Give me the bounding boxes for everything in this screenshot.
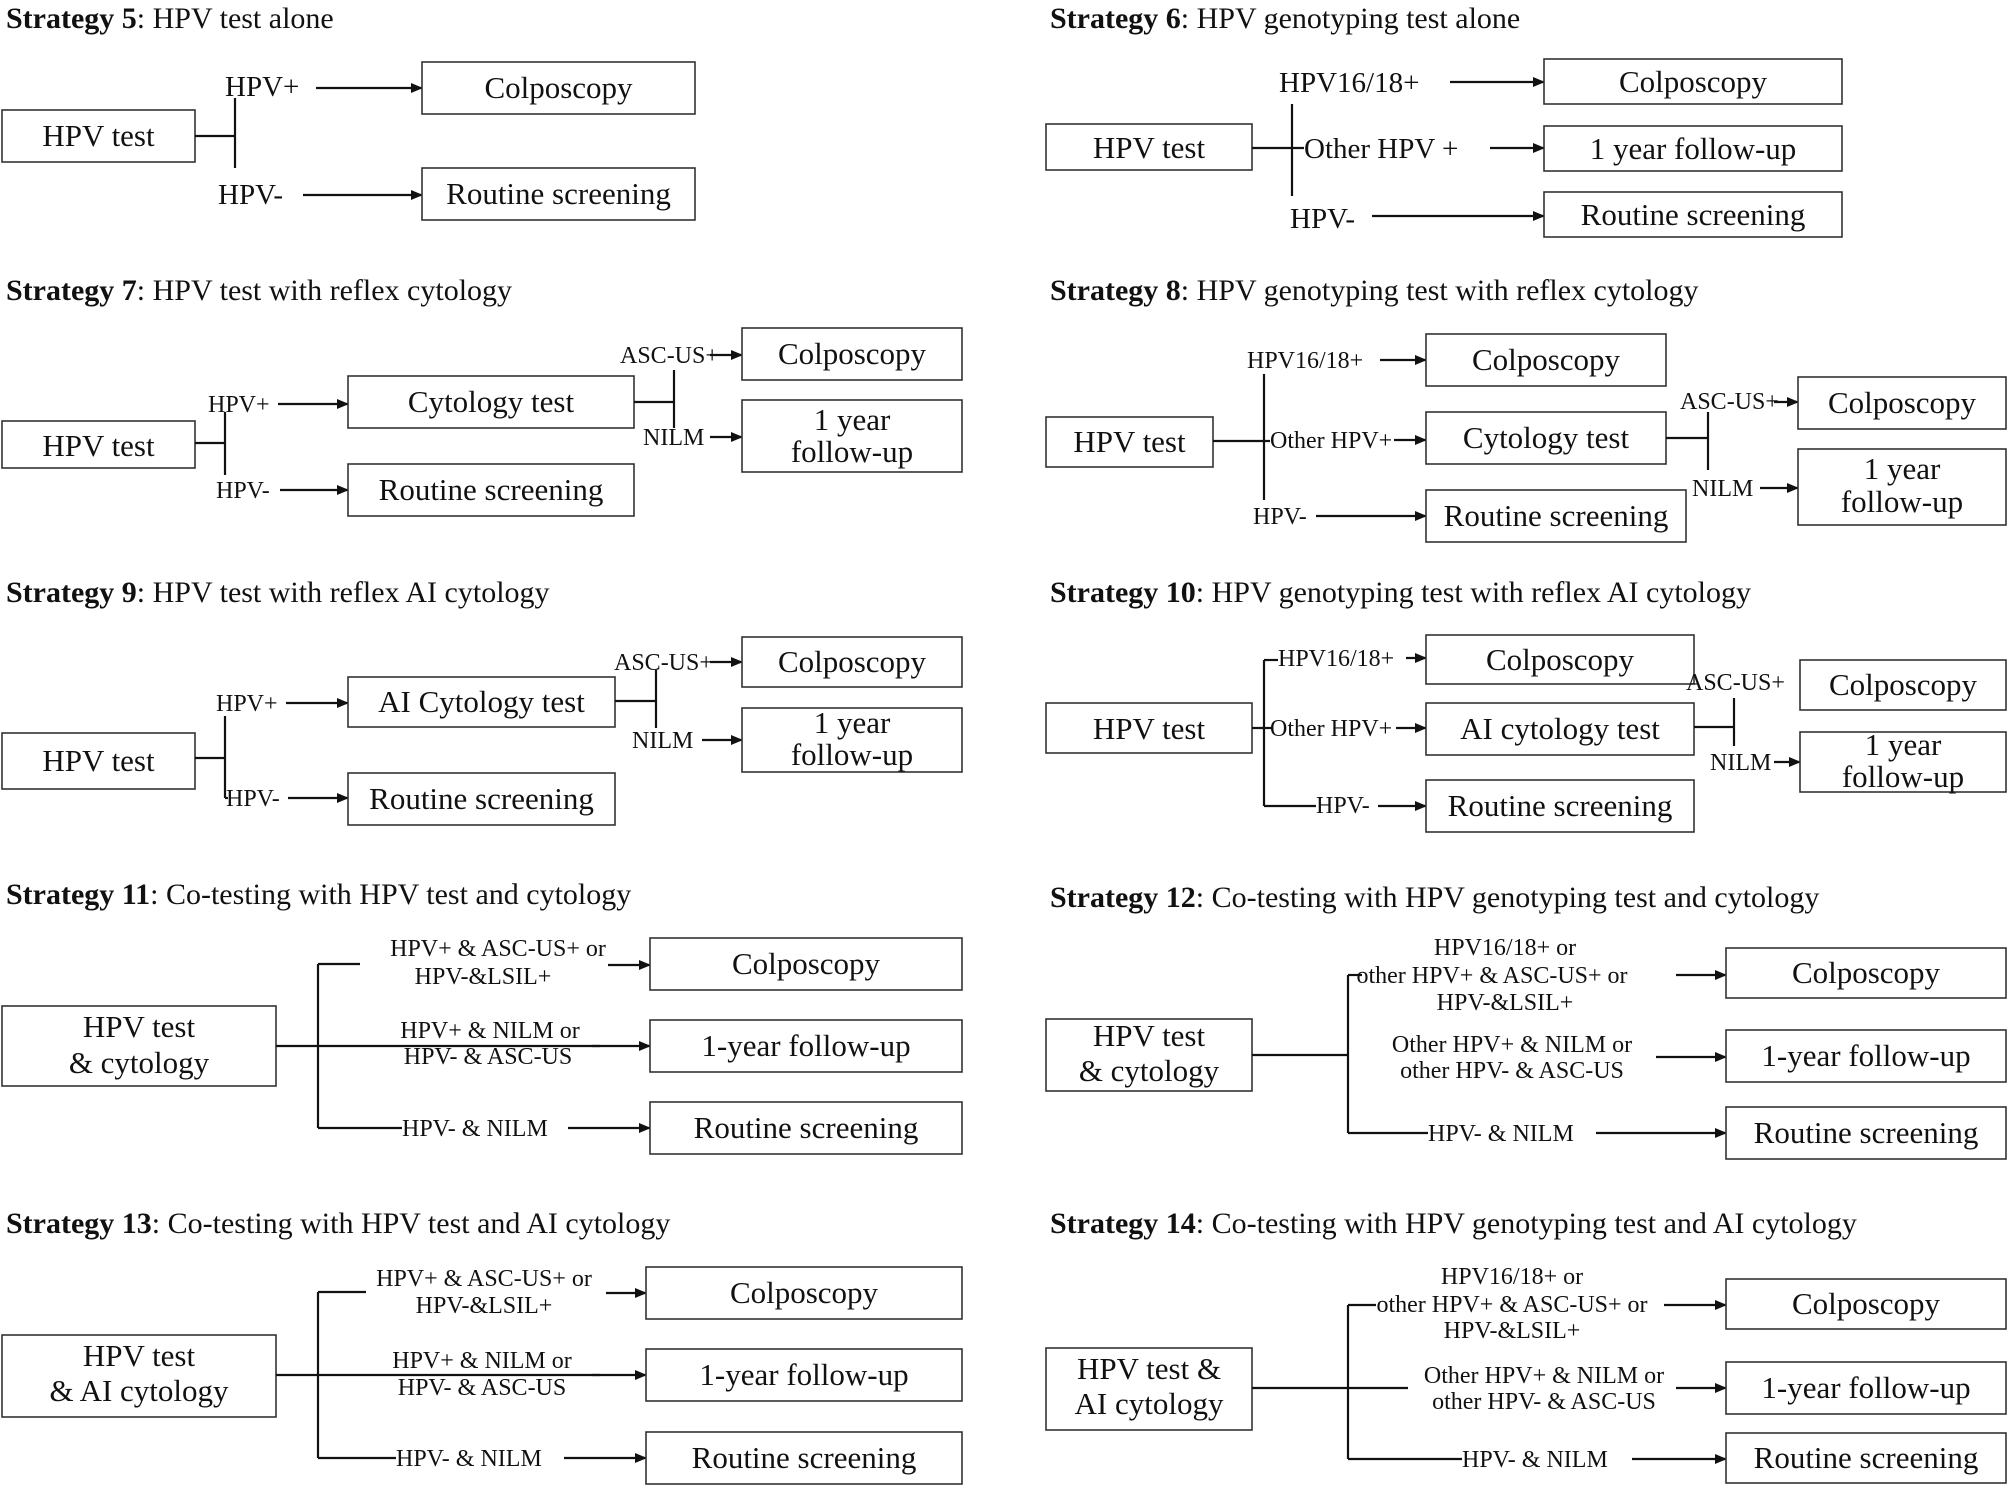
- one-year-followup-line1: 1 year: [813, 705, 891, 740]
- hpv-test-box-label: HPV test: [42, 743, 155, 778]
- start-line1: HPV test: [82, 1338, 196, 1373]
- other-hpv-label: Other HPV +: [1304, 133, 1459, 165]
- routine-screening-box-label: Routine screening: [378, 472, 604, 507]
- cond1-line2: HPV-&LSIL+: [414, 964, 552, 990]
- ai-cytology-test-box-label: AI Cytology test: [378, 684, 585, 719]
- ai-cytology-test-box-label: AI cytology test: [1460, 711, 1660, 746]
- one-year-followup-line2: follow-up: [1840, 484, 1964, 519]
- routine-screening-box-label: Routine screening: [1443, 498, 1669, 533]
- strategy-5: [2, 2, 695, 220]
- colposcopy-box-label: Colposcopy: [729, 1275, 879, 1310]
- hpv1618-label: HPV16/18+: [1278, 646, 1395, 672]
- cond2-line2: HPV- & ASC-US: [397, 1375, 567, 1401]
- cond1-line1: HPV16/18+ or: [1440, 1264, 1584, 1290]
- routine-screening-box-label: Routine screening: [369, 781, 594, 816]
- cond2-line1: HPV+ & NILM or: [400, 1018, 580, 1044]
- hpv-test-box-label: HPV test: [42, 428, 155, 463]
- cytology-test-box-label: Cytology test: [407, 384, 575, 419]
- ascus-label: ASC-US+: [614, 650, 713, 676]
- hpv1618-label: HPV16/18+: [1279, 67, 1420, 99]
- colposcopy-box-label: Colposcopy: [731, 946, 881, 981]
- cond2-line1: Other HPV+ & NILM or: [1391, 1032, 1633, 1058]
- cond3-label: HPV- & NILM: [396, 1446, 542, 1472]
- cond1-line3: HPV-&LSIL+: [1436, 990, 1574, 1016]
- cond2-line2: HPV- & ASC-US: [403, 1044, 573, 1070]
- strategy-14: [1046, 1207, 2006, 1483]
- routine-screening-box-label: Routine screening: [446, 176, 671, 211]
- strategy-11: [2, 878, 962, 1154]
- cond1-line1: HPV16/18+ or: [1433, 935, 1577, 961]
- start-line1: HPV test &: [1076, 1351, 1222, 1386]
- start-line2: & cytology: [68, 1045, 210, 1080]
- strategy-10: [1046, 576, 2006, 832]
- colposcopy-box-label: Colposcopy: [1485, 642, 1635, 677]
- ascus-label: ASC-US+: [620, 343, 719, 369]
- strategy-11-title: Strategy 11: Co-testing with HPV test and cytology: [6, 878, 632, 911]
- cond3-label: HPV- & NILM: [1462, 1447, 1608, 1473]
- cond2-line2: other HPV- & ASC-US: [1400, 1058, 1624, 1084]
- hpv1618-label: HPV16/18+: [1247, 348, 1364, 374]
- hpv-negative-label: HPV-: [1316, 793, 1370, 819]
- start-line2: AI cytology: [1074, 1386, 1224, 1421]
- start-line2: & AI cytology: [49, 1373, 229, 1408]
- cond1-line1: HPV+ & ASC-US+ or: [390, 936, 606, 962]
- hpv-test-box-label: HPV test: [1092, 711, 1206, 746]
- start-line1: HPV test: [1092, 1018, 1206, 1053]
- strategy-7-title: Strategy 7: HPV test with reflex cytology: [6, 274, 513, 307]
- one-year-followup-line1: 1 year: [813, 402, 891, 437]
- colposcopy-box-label: Colposcopy: [1791, 1286, 1941, 1321]
- strategy-9: [2, 576, 962, 825]
- nilm-label: NILM: [643, 425, 705, 451]
- strategy-12: [1046, 881, 2006, 1159]
- one-year-followup-box-label: 1-year follow-up: [699, 1357, 909, 1392]
- one-year-followup-line2: follow-up: [790, 737, 914, 772]
- routine-screening-box-label: Routine screening: [693, 1110, 919, 1145]
- ascus-label: ASC-US+: [1686, 670, 1785, 696]
- cond1-line1: HPV+ & ASC-US+ or: [376, 1266, 592, 1292]
- ascus-label: ASC-US+: [1680, 389, 1779, 415]
- one-year-followup-line1: 1 year: [1864, 727, 1942, 762]
- cond2-line1: Other HPV+ & NILM or: [1423, 1363, 1665, 1389]
- colposcopy-box-2-label: Colposcopy: [1827, 385, 1977, 420]
- cond1-line2: other HPV+ & ASC-US+ or: [1376, 1292, 1648, 1318]
- one-year-followup-box-label: 1 year follow-up: [1589, 131, 1797, 166]
- strategy-13-title: Strategy 13: Co-testing with HPV test and AI cytology: [6, 1207, 671, 1240]
- strategy-12-title: Strategy 12: Co-testing with HPV genotyping test and cytology: [1050, 881, 1820, 914]
- one-year-followup-box-label: 1-year follow-up: [1761, 1370, 1971, 1405]
- nilm-label: NILM: [1710, 750, 1772, 776]
- colposcopy-box-label: Colposcopy: [1618, 64, 1768, 99]
- cond1-line3: HPV-&LSIL+: [1443, 1318, 1581, 1344]
- hpv-positive-label: HPV+: [216, 691, 278, 717]
- other-hpv-label: Other HPV+: [1270, 716, 1393, 742]
- hpv-test-box-label: HPV test: [1073, 424, 1186, 459]
- one-year-followup-box-label: 1-year follow-up: [701, 1028, 911, 1063]
- colposcopy-box-label: Colposcopy: [484, 70, 633, 105]
- strategy-10-title: Strategy 10: HPV genotyping test with reflex AI cytology: [1050, 576, 1752, 609]
- hpv-negative-label: HPV-: [1253, 504, 1307, 530]
- one-year-followup-line1: 1 year: [1863, 451, 1941, 486]
- hpv-test-box-label: HPV test: [1092, 130, 1206, 165]
- nilm-label: NILM: [632, 728, 694, 754]
- strategy-6: [1046, 2, 1842, 237]
- strategy-5-title: Strategy 5: HPV test alone: [6, 2, 334, 35]
- strategy-9-title: Strategy 9: HPV test with reflex AI cytology: [6, 576, 550, 609]
- hpv-positive-label: HPV+: [225, 71, 300, 103]
- strategy-14-title: Strategy 14: Co-testing with HPV genotyping test and AI cytology: [1050, 1207, 1857, 1240]
- strategy-8-title: Strategy 8: HPV genotyping test with reflex cytology: [1050, 274, 1699, 307]
- nilm-label: NILM: [1692, 476, 1754, 502]
- hpv-positive-label: HPV+: [208, 392, 270, 418]
- routine-screening-box-label: Routine screening: [1447, 788, 1673, 823]
- colposcopy-box-label: Colposcopy: [777, 336, 927, 371]
- cond1-line2: other HPV+ & ASC-US+ or: [1356, 963, 1628, 989]
- colposcopy-box-label: Colposcopy: [1471, 342, 1621, 377]
- colposcopy-box-label: Colposcopy: [777, 644, 927, 679]
- cond1-line2: HPV-&LSIL+: [415, 1293, 553, 1319]
- other-hpv-label: Other HPV+: [1270, 428, 1393, 454]
- cytology-test-box-label: Cytology test: [1462, 420, 1630, 455]
- hpv-negative-label: HPV-: [218, 179, 284, 211]
- colposcopy-box-2-label: Colposcopy: [1828, 667, 1978, 702]
- routine-screening-box-label: Routine screening: [691, 1440, 917, 1475]
- cond3-label: HPV- & NILM: [402, 1116, 548, 1142]
- routine-screening-box-label: Routine screening: [1753, 1440, 1979, 1475]
- strategy-7: [2, 274, 962, 516]
- hpv-negative-label: HPV-: [226, 786, 280, 812]
- strategy-13: [2, 1207, 962, 1484]
- routine-screening-box-label: Routine screening: [1753, 1115, 1979, 1150]
- strategy-6-title: Strategy 6: HPV genotyping test alone: [1050, 2, 1521, 35]
- one-year-followup-box-label: 1-year follow-up: [1761, 1038, 1971, 1073]
- start-line1: HPV test: [82, 1009, 196, 1044]
- colposcopy-box-label: Colposcopy: [1791, 955, 1941, 990]
- one-year-followup-line2: follow-up: [790, 434, 914, 469]
- cond2-line2: other HPV- & ASC-US: [1432, 1389, 1656, 1415]
- cond2-line1: HPV+ & NILM or: [392, 1348, 572, 1374]
- strategy-8: [1046, 274, 2006, 542]
- one-year-followup-line2: follow-up: [1841, 759, 1965, 794]
- cond3-label: HPV- & NILM: [1428, 1121, 1574, 1147]
- hpv-test-box-label: HPV test: [42, 118, 155, 153]
- hpv-negative-label: HPV-: [216, 478, 270, 504]
- start-line2: & cytology: [1078, 1053, 1220, 1088]
- routine-screening-box-label: Routine screening: [1580, 197, 1806, 232]
- hpv-negative-label: HPV-: [1290, 203, 1356, 235]
